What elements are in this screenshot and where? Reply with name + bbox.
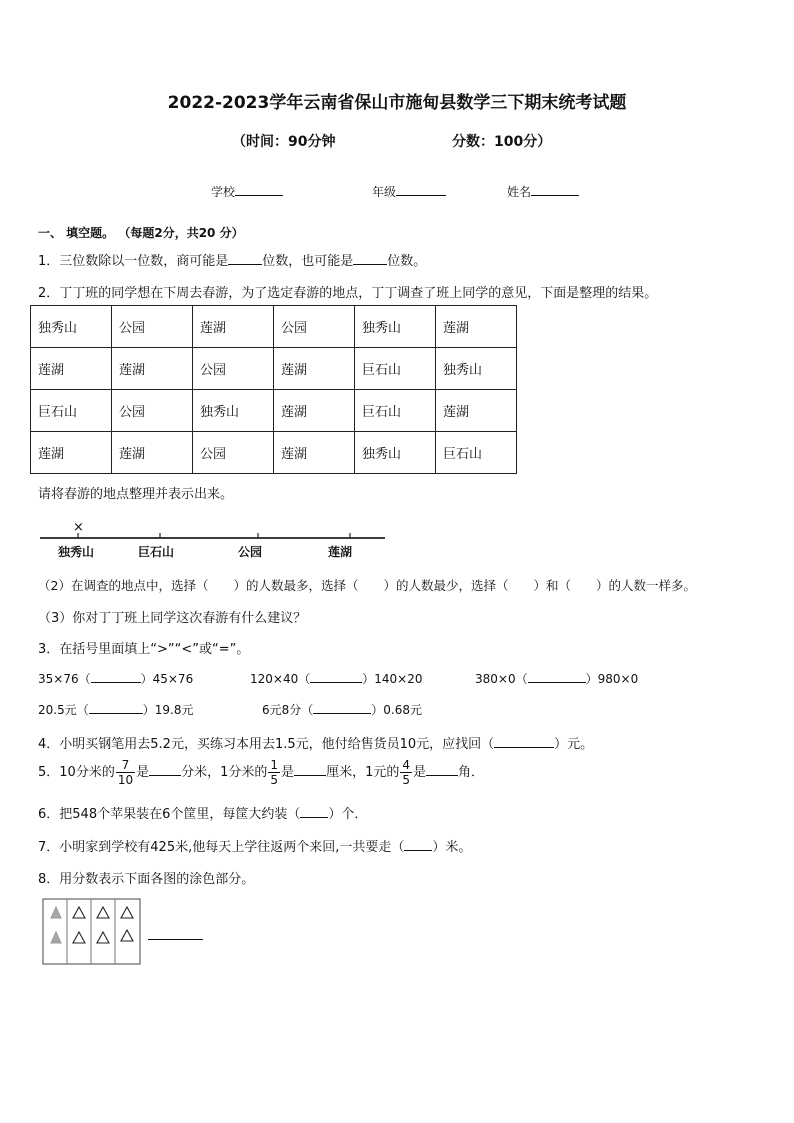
grade-label: 年级 — [372, 185, 397, 199]
triangle-icon — [97, 932, 109, 943]
axis-label-jushishan: 巨石山 — [138, 545, 175, 559]
question-7 — [38, 836, 471, 855]
survey-table — [30, 305, 517, 474]
question-3: 3．在括号里面填上“>”“<”或“=”。 — [38, 642, 250, 657]
q3-item — [262, 701, 422, 718]
fraction-denominator: 5 — [270, 773, 279, 787]
q5-blank-1[interactable] — [149, 763, 181, 776]
q7-blank[interactable] — [404, 838, 432, 851]
name-label: 姓名 — [507, 185, 532, 199]
q4-blank[interactable] — [494, 735, 554, 748]
q4-text-b: ）元。 — [554, 737, 594, 752]
table-cell: 莲湖 — [112, 432, 193, 474]
q8-answer-blank[interactable] — [148, 938, 203, 940]
fraction-7-10 — [116, 758, 135, 787]
fraction-numerator: 1 — [270, 758, 279, 772]
q5-text-c: 分米，1分米的 — [181, 765, 268, 780]
table-cell: 公园 — [112, 306, 193, 348]
q7-text-b: ）米。 — [432, 840, 472, 855]
triangle-icon — [121, 930, 133, 941]
name-blank[interactable] — [531, 183, 579, 196]
table-cell: 莲湖 — [274, 390, 355, 432]
question-2: 2．丁丁班的同学想在下周去春游，为了选定春游的地点，丁丁调查了班上同学的意见，下面是整理的结果。 — [38, 286, 658, 301]
section-heading: 一、 填空题。 （每题2分，共20 分） — [38, 226, 244, 240]
triangle-icon — [121, 907, 133, 918]
q3-blank[interactable] — [89, 701, 143, 714]
axis-label-lianhu: 莲湖 — [328, 545, 353, 559]
triangle-icon — [73, 932, 85, 943]
table-cell: 莲湖 — [436, 390, 517, 432]
triangle-icon — [97, 907, 109, 918]
q3-item — [250, 670, 422, 687]
question-2-sub2: （2）在调查的地点中，选择（ ）的人数最多，选择（ ）的人数最少，选择（ ）和（ ）的人数一样多。 — [38, 578, 696, 593]
triangle-grid — [42, 898, 142, 966]
table-cell: 莲湖 — [31, 348, 112, 390]
q5-text-e: 厘米，1元的 — [326, 765, 400, 780]
q3-item — [38, 670, 193, 687]
q1-text-a: 1．三位数除以一位数，商可能是 — [38, 254, 229, 269]
fraction-1-5 — [268, 758, 280, 787]
q3-item — [38, 701, 193, 718]
q3-right: ）19.8元 — [142, 703, 194, 717]
q3-right: ）45×76 — [140, 672, 194, 686]
table-cell: 巨石山 — [31, 390, 112, 432]
q3-item — [475, 670, 638, 687]
grade-field — [372, 183, 446, 200]
q5-text-d: 是 — [281, 765, 295, 780]
q3-right: ）980×0 — [585, 672, 639, 686]
fraction-numerator: 4 — [402, 758, 410, 772]
q3-right: ）0.68元 — [371, 703, 423, 717]
q3-left: 6元8分（ — [262, 703, 314, 717]
school-label: 学校 — [211, 185, 236, 199]
table-row — [31, 306, 517, 348]
q7-text-a: 7．小明家到学校有425米,他每天上学往返两个来回,一共要走（ — [38, 840, 405, 855]
table-row — [31, 348, 517, 390]
fraction-denominator: 5 — [402, 773, 410, 787]
table-cell: 公园 — [193, 348, 274, 390]
q5-text-a: 5．10分米的 — [38, 765, 115, 780]
score-label: 分数：100分） — [452, 134, 552, 150]
q3-left: 20.5元（ — [38, 703, 89, 717]
q5-blank-2[interactable] — [294, 763, 326, 776]
q6-text-a: 6．把548个苹果装在6个筐里，每筐大约装（ — [38, 807, 301, 822]
triangle-icon — [73, 907, 85, 918]
table-cell: 莲湖 — [436, 306, 517, 348]
table-cell: 巨石山 — [355, 390, 436, 432]
table-cell: 公园 — [112, 390, 193, 432]
school-field — [211, 183, 283, 200]
fraction-denominator: 10 — [117, 773, 134, 787]
table-cell: 莲湖 — [112, 348, 193, 390]
q5-text-b: 是 — [136, 765, 150, 780]
axis-label-park: 公园 — [238, 545, 263, 559]
q6-blank[interactable] — [300, 805, 328, 818]
q6-text-b: ）个． — [328, 807, 368, 822]
organize-prompt: 请将春游的地点整理并表示出来。 — [38, 487, 234, 502]
q3-blank[interactable] — [528, 670, 586, 683]
table-row — [31, 432, 517, 474]
q1-blank-1[interactable] — [228, 252, 262, 265]
q3-blank[interactable] — [91, 670, 141, 683]
question-5 — [38, 758, 484, 787]
q5-text-f: 是 — [412, 765, 426, 780]
fraction-numerator: 7 — [116, 758, 135, 773]
table-cell: 独秀山 — [355, 432, 436, 474]
fraction-4-5 — [400, 758, 412, 787]
q1-text-b: 位数，也可能是 — [262, 254, 354, 269]
question-2-sub3: （3）你对丁丁班上同学这次春游有什么建议？ — [38, 611, 307, 626]
grade-blank[interactable] — [396, 183, 446, 196]
table-cell: 公园 — [274, 306, 355, 348]
question-8: 8．用分数表示下面各图的涂色部分。 — [38, 872, 255, 887]
question-6 — [38, 803, 367, 822]
q3-blank[interactable] — [310, 670, 362, 683]
table-cell: 独秀山 — [355, 306, 436, 348]
name-field — [507, 183, 579, 200]
page-title: 2022-2023学年云南省保山市施甸县数学三下期末统考试题 — [167, 93, 627, 113]
table-cell: 独秀山 — [436, 348, 517, 390]
table-cell: 莲湖 — [193, 306, 274, 348]
shaded-triangle-icon — [51, 932, 61, 943]
table-cell: 独秀山 — [193, 390, 274, 432]
table-cell: 独秀山 — [31, 306, 112, 348]
table-cell: 莲湖 — [274, 432, 355, 474]
tally-axis — [40, 520, 390, 562]
q5-blank-3[interactable] — [426, 763, 458, 776]
q3-blank[interactable] — [313, 701, 371, 714]
question-4 — [38, 733, 593, 752]
table-cell: 莲湖 — [274, 348, 355, 390]
table-row — [31, 390, 517, 432]
q3-left: 120×40（ — [250, 672, 311, 686]
question-1 — [38, 250, 426, 269]
q4-text-a: 4．小明买钢笔用去5.2元，买练习本用去1.5元，他付给售货员10元，应找回（ — [38, 737, 495, 752]
q1-text-c: 位数。 — [387, 254, 427, 269]
axis-label-dushanshan: 独秀山 — [58, 545, 95, 559]
school-blank[interactable] — [235, 183, 283, 196]
table-cell: 巨石山 — [355, 348, 436, 390]
q3-right: ）140×20 — [362, 672, 423, 686]
q3-left: 380×0（ — [475, 672, 528, 686]
q3-left: 35×76（ — [38, 672, 91, 686]
q1-blank-2[interactable] — [353, 252, 387, 265]
table-cell: 巨石山 — [436, 432, 517, 474]
tally-mark: × — [73, 520, 84, 535]
table-cell: 莲湖 — [31, 432, 112, 474]
table-cell: 公园 — [193, 432, 274, 474]
time-label: （时间：90分钟 — [232, 134, 336, 150]
shaded-figure — [42, 898, 142, 970]
q5-text-g: 角． — [458, 765, 485, 780]
shaded-triangle-icon — [51, 907, 61, 918]
